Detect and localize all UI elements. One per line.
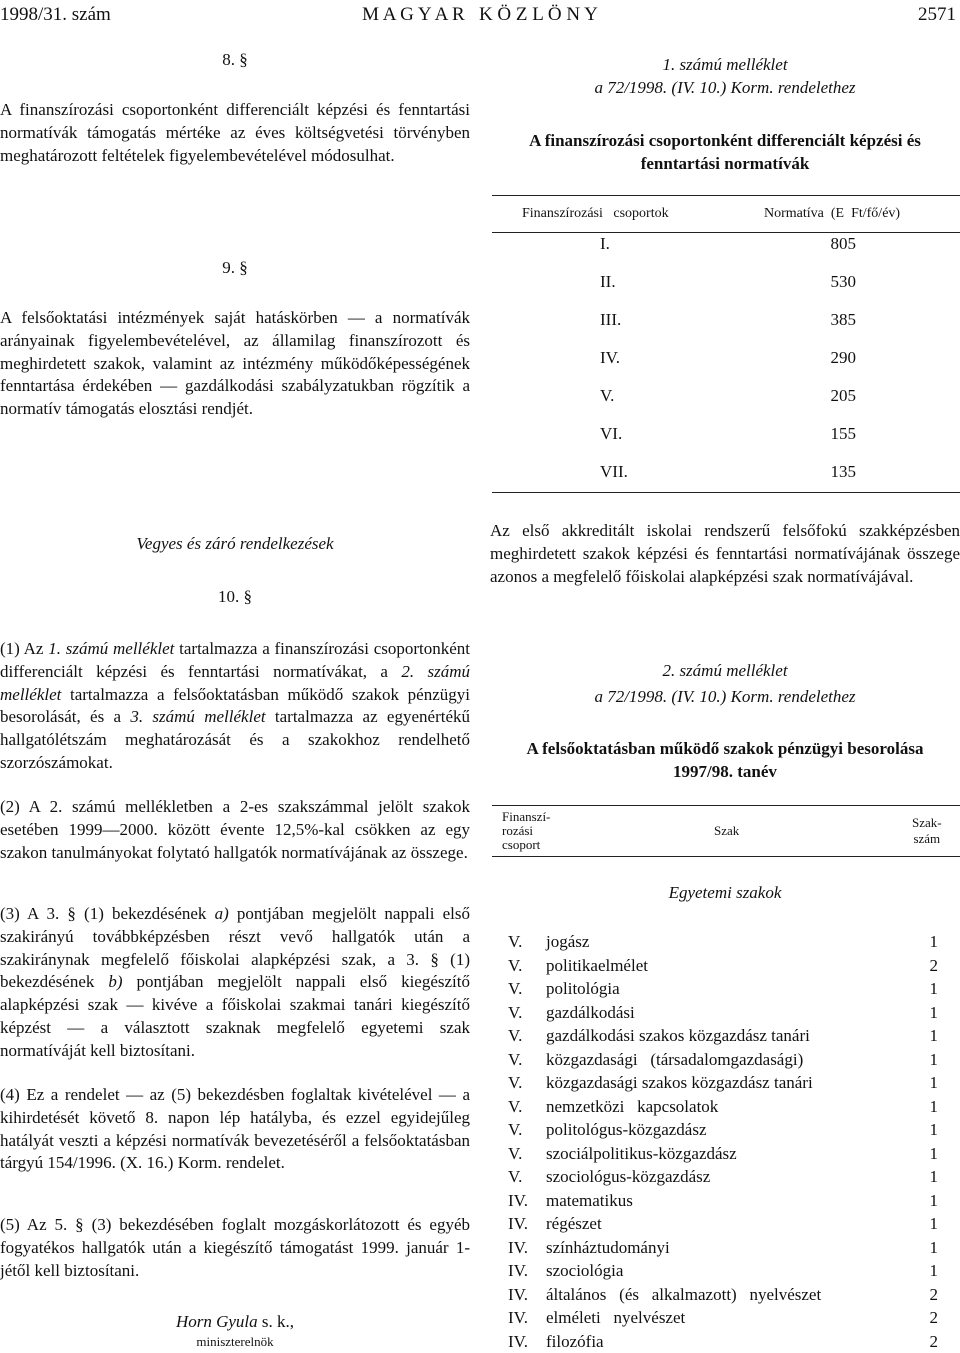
subject-name: régészet [546, 1214, 602, 1233]
subject-name: színháztudományi [546, 1237, 670, 1257]
issue-number: 1998/31. szám [0, 4, 111, 25]
list-item [508, 1306, 948, 1329]
subject-number: 1 [929, 1167, 938, 1186]
paragraph-2: (2) A 2. számú mellékletben a 2-es szakszámmal jelölt szakok esetében 1999—2000. között évente 12,5%-kal csökken az egy szakon tanulmányokat folytató hallgatók normatívájának az összege. [0, 797, 470, 862]
paragraph-4: (4) Ez a rendelet — az (5) bekezdésben foglaltak kivételével — a kihirdetését követő 8. napon lép hatályba, és ezzel egyidejűleg hatályát veszti a képzési normatívák bevezetéséről a felsőoktatásban tárgyú 154/1996. (X. 16.) Korm. rendelet. [0, 1085, 470, 1173]
table-row: VII. 135 [600, 462, 856, 481]
annex-2-ref: a 72/1998. (IV. 10.) Korm. rendelethez [594, 687, 856, 706]
table-row: II. 530 [600, 272, 856, 291]
subject-group: V. [508, 1073, 523, 1092]
subject-number: 1 [929, 1073, 938, 1092]
subject-name: nemzetközi kapcsolatok [546, 1096, 719, 1116]
subject-number: 1 [929, 1026, 938, 1045]
signature-name: Horn Gyula [175, 1312, 258, 1331]
subject-number: 1 [929, 932, 938, 951]
list-item [508, 1283, 948, 1306]
list-item [508, 1189, 948, 1212]
subject-name: közgazdasági szakos közgazdász tanári [546, 1073, 813, 1092]
table-row: IV. 290 [600, 348, 856, 367]
subject-name: jogász [546, 932, 590, 951]
subject-number: 1 [929, 1190, 938, 1210]
subject-name: általános (és alkalmazott) nyelvészet [546, 1284, 822, 1304]
subject-group: V. [508, 1167, 523, 1186]
subject-group: V. [508, 1096, 523, 1116]
table-row: VI. 155 [600, 424, 856, 443]
subject-name: matematikus [546, 1190, 633, 1210]
subject-group: IV. [508, 1214, 528, 1233]
normative-table [492, 195, 960, 493]
subject-number: 1 [929, 1002, 938, 1022]
annex-2-year: 1997/98. tanév [673, 762, 777, 781]
annex-2-title: 2. számú melléklet [662, 661, 788, 680]
subject-name: elméleti nyelvészet [546, 1308, 686, 1327]
col-group-header: Finanszí- rozási csoport [502, 809, 551, 852]
subject-group: IV. [508, 1237, 528, 1257]
annex-1-note: Az első akkreditált iskolai rendszerű felsőfokú szakképzésben meghirdetett szakok képzési és fenntartási normatívájának összege azonos a megfelelő főiskolai alapképzési szak normatívájával. [490, 521, 960, 586]
subject-number: 1 [929, 1049, 938, 1069]
paragraph-1: (1) Az 1. számú melléklet tartalmazza a finanszírozási csoportonként differenciált képzési és fenntartási normatívákat, a 2. számú melléklet tartalmazza a felsőoktatásban működő szakok pénzügyi besorolását, és a 3. számú melléklet tartalmazza az egyenértékű hallgatólétszám meghatározását és a szakokhoz rendelhető szorzószámokat. [0, 639, 471, 772]
signature: Horn Gyula s. k., [175, 1312, 295, 1331]
subject-group: V. [508, 1143, 523, 1163]
list-item [508, 1001, 948, 1024]
subject-group: V. [508, 955, 523, 975]
list-item [508, 1024, 948, 1047]
list-item [508, 1165, 948, 1188]
annex-1-title: 1. számú melléklet [662, 55, 788, 74]
list-item [508, 954, 948, 977]
list-item [508, 930, 948, 953]
col-subject-header: Szak [714, 823, 740, 838]
subject-number: 1 [929, 1261, 938, 1280]
subject-group: V. [508, 1002, 523, 1022]
list-item [508, 1048, 948, 1071]
page-number: 2571 [918, 4, 956, 25]
col-number-header: Szak- szám [912, 815, 942, 846]
subject-number: 1 [929, 1214, 938, 1233]
list-item [508, 1142, 948, 1165]
subject-name: politikaelmélet [546, 955, 648, 975]
subject-number: 1 [929, 1120, 938, 1139]
subject-name: politológus-közgazdász [546, 1120, 707, 1139]
col-normative: Normatíva (E Ft/fő/év) [764, 206, 901, 221]
section-8-heading: 8. § [222, 50, 248, 69]
subject-name: szociológus-közgazdász [546, 1167, 711, 1186]
subject-name: szociológia [546, 1261, 624, 1280]
paragraph-3: (3) A 3. § (1) bekezdésének a) pontjában megjelölt nappali első szakirányú továbbképzésben részt vevő hallgatók után a szakiránynak megfelelő főiskolai alapképzési szak, a 3. § (1) bekezdésének b) pontjában megjelölt nappali első kiegészítő alapképzési szak — kivéve a főiskolai szakmai tanári kiegészítő képzést — a választott szaknak megfelelő egyetemi szak normatíváját kell biztosítani. [0, 904, 471, 1060]
subject-group: IV. [508, 1190, 528, 1210]
section-9-text: A felsőoktatási intézmények saját hatáskörben — a normatívák arányainak figyelembevételével, az államilag finanszírozott és meghirdetett szakok, valamint az intézmény működőképességének fenntartása érdekében — gazdálkodási szabályzatukban rögzítik a normatív támogatás elosztási rendjét. [0, 308, 470, 419]
list-item [508, 1212, 948, 1235]
list-item [508, 977, 948, 1000]
university-subjects-heading: Egyetemi szakok [668, 883, 782, 902]
subject-number: 2 [929, 1308, 938, 1327]
subject-name: filozófia [546, 1331, 604, 1351]
list-item [508, 1259, 948, 1282]
subject-group: V. [508, 1026, 523, 1045]
list-item [508, 1071, 948, 1094]
subject-group: V. [508, 979, 523, 998]
section-8-text: A finanszírozási csoportonként differenciált képzési és fenntartási normatívák támogatás mértéke az éves költségvetési törvényben meghatározott feltételek figyelembevételével módosulhat. [0, 100, 470, 165]
subject-number: 2 [929, 1331, 938, 1351]
journal-title: M A G Y A R K Ö Z L Ö N Y [362, 4, 598, 25]
list-item [508, 1095, 948, 1118]
subject-number: 1 [929, 979, 938, 998]
section-title: Vegyes és záró rendelkezések [136, 534, 334, 553]
subject-group: IV. [508, 1331, 528, 1351]
subject-number: 1 [929, 1143, 938, 1163]
normative-table-header [492, 196, 960, 233]
col-groups: Finanszírozási csoportok [522, 206, 669, 221]
subject-name: politológia [546, 979, 620, 998]
annex-2-heading: A felsőoktatásban működő szakok pénzügyi besorolása [526, 739, 924, 758]
subject-group: IV. [508, 1308, 528, 1327]
subject-group: IV. [508, 1284, 528, 1304]
subject-number: 1 [929, 1237, 938, 1257]
annex-1-heading: A finanszírozási csoportonként differenciált képzési és fenntartási normatívák [529, 131, 921, 173]
table-row: V. 205 [600, 386, 856, 405]
subject-number: 2 [929, 955, 938, 975]
list-item [508, 1236, 948, 1259]
annex-1-ref: a 72/1998. (IV. 10.) Korm. rendelethez [594, 78, 856, 97]
subject-group: V. [508, 932, 523, 951]
section-9-heading: 9. § [222, 258, 248, 277]
subject-number: 1 [929, 1096, 938, 1116]
subject-name: gazdálkodási szakos közgazdász tanári [546, 1026, 810, 1045]
subject-group: V. [508, 1049, 523, 1069]
signature-title: miniszterelnök [196, 1334, 274, 1349]
subject-number: 2 [929, 1284, 938, 1304]
subject-name: szociálpolitikus-közgazdász [546, 1143, 737, 1163]
list-item [508, 1330, 948, 1353]
subject-name: közgazdasági (társadalomgazdasági) [546, 1049, 804, 1069]
subject-group: IV. [508, 1261, 528, 1280]
subject-table-header [492, 805, 960, 857]
table-row: III. 385 [600, 310, 856, 329]
table-row: I. 805 [600, 234, 856, 253]
subject-group: V. [508, 1120, 523, 1139]
list-item [508, 1118, 948, 1141]
paragraph-5: (5) Az 5. § (3) bekezdésében foglalt mozgáskorlátozott és egyéb fogyatékos hallgatók után a kiegészítő támogatást 1999. január 1-jétől kell biztosítani. [0, 1215, 470, 1280]
section-10-heading: 10. § [218, 587, 252, 606]
subject-name: gazdálkodási [546, 1002, 635, 1022]
